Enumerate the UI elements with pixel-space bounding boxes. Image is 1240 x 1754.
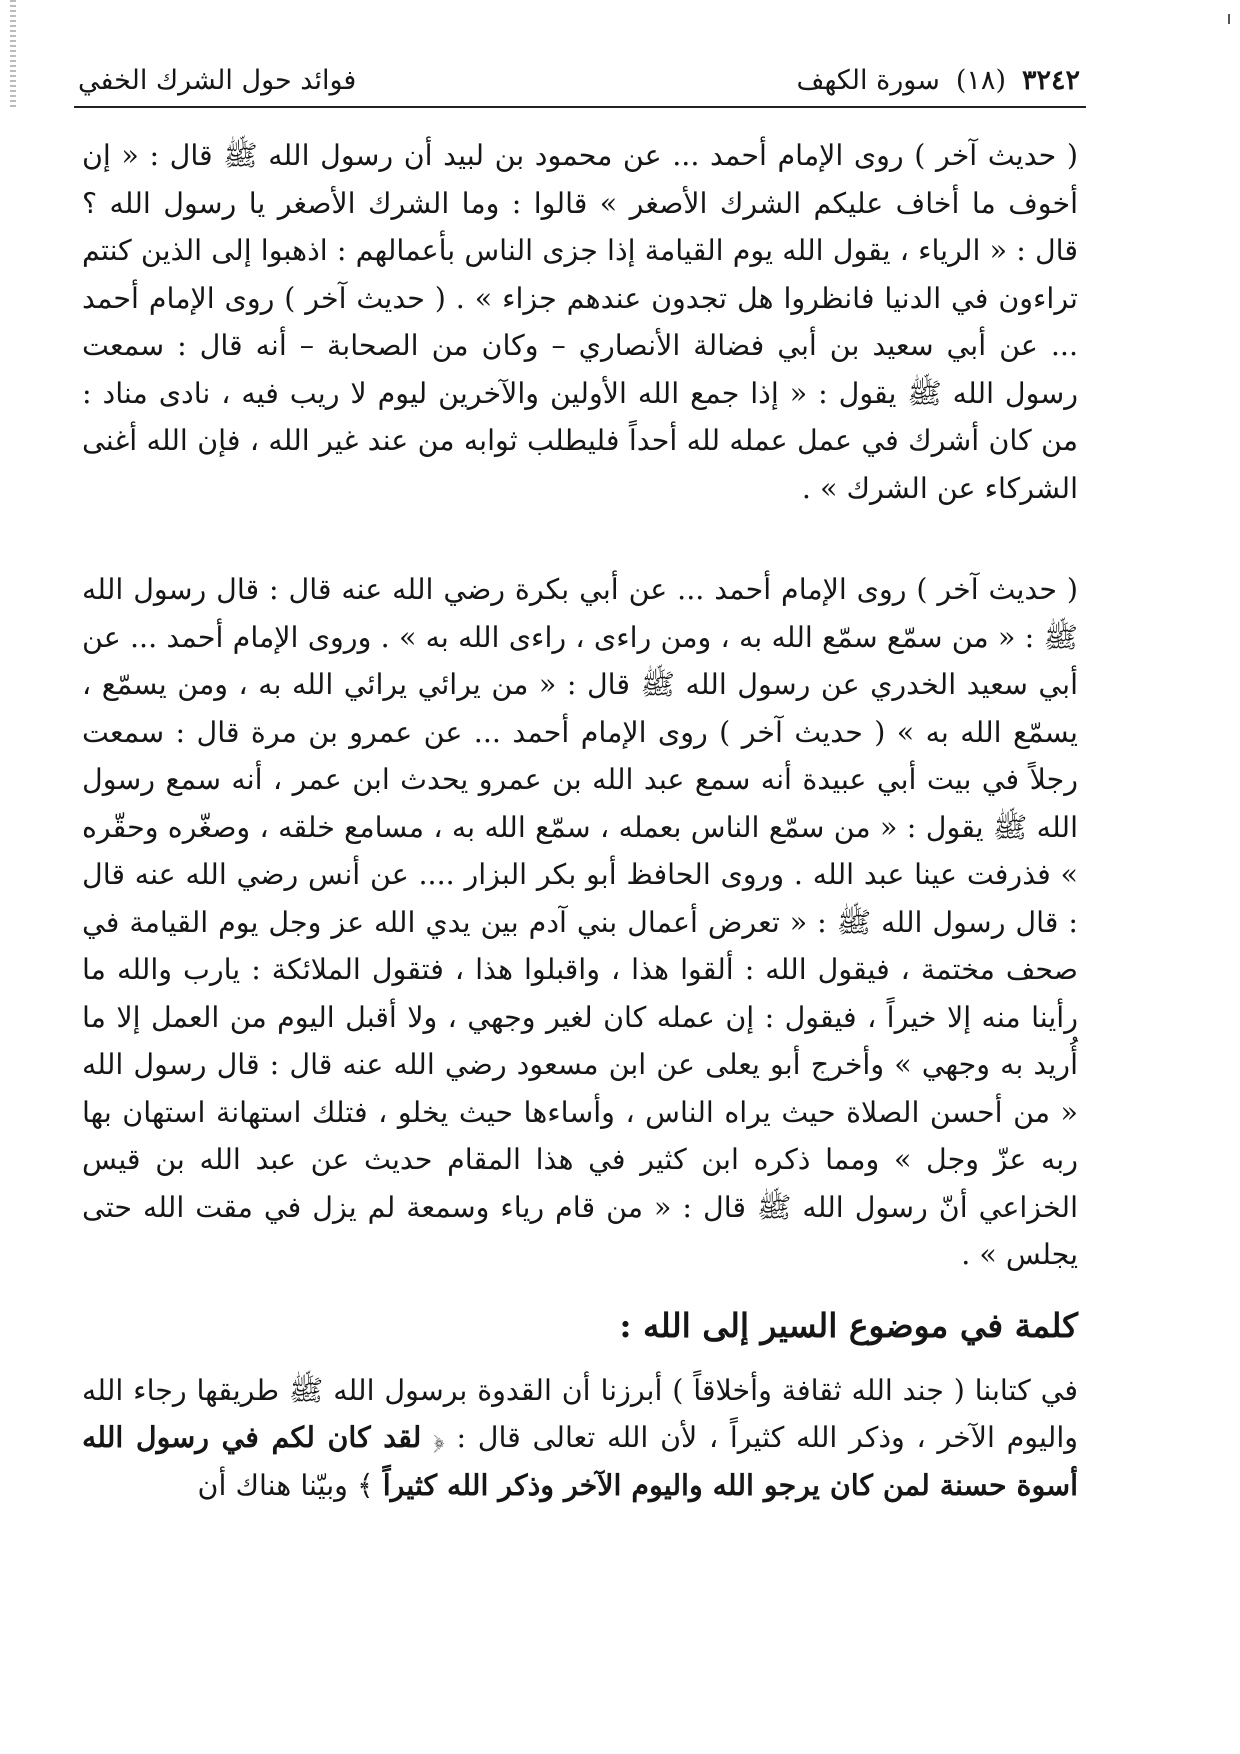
paragraph-3-outro: ﴾ وبيّنا هناك أن xyxy=(197,1468,374,1502)
scan-tick-mark xyxy=(1228,14,1230,24)
paragraph-1: ( حديث آخر ) روى الإمام أحمد ... عن محمود بن لبيد أن رسول الله ﷺ قال : « إن أخوف ما أخاف عليكم الشرك الأصغر » قالوا : وما الشرك الأصغر يا رسول الله ؟ قال : « الرياء ، يقول الله يوم القيامة إذا جزى الناس بأعمالهم : اذهبوا إلى الذين كنتم تراءون في الدنيا فانظروا هل تجدون عندهم جزاء » . ( حديث آخر ) روى الإمام أحمد ... عن أبي سعيد بن أبي فضالة الأنصاري – وكان من الصحابة – أنه قال : سمعت رسول الله ﷺ يقول : « إذا جمع الله الأولين والآخرين ليوم لا ريب فيه ، نادى مناد : من كان أشرك في عمل عمله لله أحداً فليطلب ثوابه من عند غير الله ، فإن الله أغنى الشركاء عن الشرك » . xyxy=(82,139,1078,505)
paragraph-3-intro: في كتابنا ( جند الله ثقافة وأخلاقاً ) أبرزنا أن القدوة برسول الله ﷺ طريقها رجاء الله واليوم الآخر ، وذكر الله كثيراً ، لأن الله تعالى قال : ﴿ xyxy=(82,1373,1078,1454)
running-title: فوائد حول الشرك الخفي xyxy=(78,64,357,96)
surah-name: سورة الكهف xyxy=(796,64,940,96)
paragraph-2: ( حديث آخر ) روى الإمام أحمد ... عن أبي بكرة رضي الله عنه قال : قال رسول الله ﷺ : « من سمّع سمّع الله به ، ومن راءى ، راءى الله به » . وروى الإمام أحمد ... عن أبي سعيد الخدري عن رسول الله ﷺ قال : « من يرائي يرائي الله به ، ومن يسمّع ، يسمّع الله به » ( حديث آخر ) روى الإمام أحمد ... عن عمرو بن مرة قال : سمعت رجلاً في بيت أبي عبيدة أنه سمع عبد الله بن عمرو يحدث ابن عمر ، أنه سمع رسول الله ﷺ يقول : « من سمّع الناس بعمله ، سمّع الله به ، مسامع خلقه ، وصغّره وحقّره » فذرفت عينا عبد الله . وروى الحافظ أبو بكر البزار .... عن أنس رضي الله عنه قال : قال رسول الله ﷺ : « تعرض أعمال بني آدم بين يدي الله عز وجل يوم القيامة في صحف مختمة ، فيقول الله : ألقوا هذا ، واقبلوا هذا ، فتقول الملائكة : يارب والله ما رأينا منه إلا خيراً ، فيقول : إن عمله كان لغير وجهي ، ولا أقبل اليوم من العمل إلا ما أُريد به وجهي » وأخرج أبو يعلى عن ابن مسعود رضي الله عنه قال : قال رسول الله « من أحسن الصلاة حيث يراه الناس ، وأساءها حيث يخلو ، فتلك استهانة استهان بها ربه عزّ وجل » ومما ذكره ابن كثير في هذا المقام حديث عن عبد الله بن قيس الخزاعي أنّ رسول الله ﷺ قال : « من قام رياء وسمعة لم يزل في مقت الله حتى يجلس » . xyxy=(82,573,1078,1271)
page-header xyxy=(78,58,1080,102)
header-right xyxy=(797,65,1081,96)
paragraph-3 xyxy=(82,1367,1078,1510)
surah-number: (١٨) xyxy=(955,64,1006,96)
header-rule xyxy=(74,106,1086,108)
quran-verse: لقد كان لكم في رسول الله أسوة حسنة لمن كان يرجو الله واليوم الآخر وذكر الله كثيراً xyxy=(82,1420,1078,1502)
scan-edge-marks xyxy=(10,0,16,110)
section-heading: كلمة في موضوع السير إلى الله : xyxy=(619,1305,1078,1345)
page-number: ٣٢٤٢ xyxy=(1021,64,1080,96)
page-body xyxy=(82,132,1078,1509)
